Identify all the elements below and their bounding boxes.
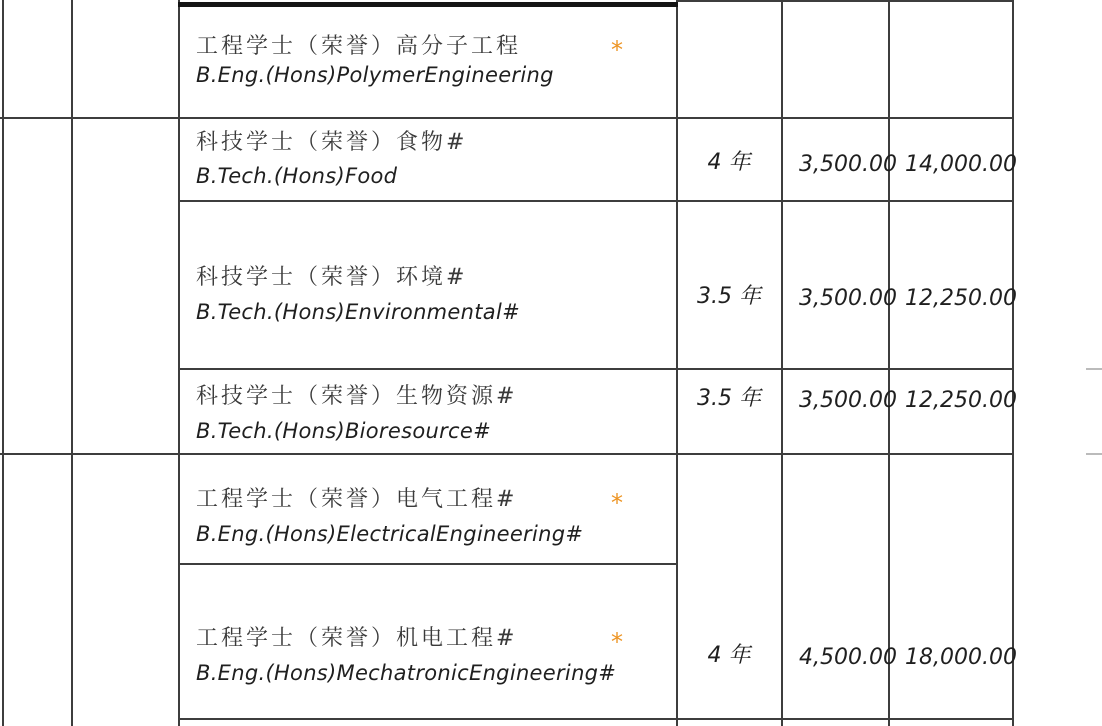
program-cn: 工程学士（荣誉）机电工程# [196, 626, 518, 651]
fee-amount-1: 4,500.00 [799, 645, 897, 670]
asterisk-marker: * [611, 628, 623, 656]
program-en: B.Eng.(Hons)ElectricalEngineering# [196, 522, 584, 546]
table-border-horizontal [178, 718, 1013, 720]
program-cn: 科技学士（荣誉）生物资源# [196, 384, 518, 409]
fee-amount-2: 14,000.00 [905, 152, 1017, 177]
fee-amount-2: 12,250.00 [905, 388, 1017, 413]
asterisk-marker: * [611, 36, 623, 64]
table-border-horizontal [1086, 368, 1102, 370]
program-cn: 科技学士（荣誉）环境# [196, 265, 468, 290]
table-border-vertical [2, 0, 4, 726]
table-border-horizontal [178, 368, 1013, 370]
program-cn: 工程学士（荣誉）电气工程# [196, 487, 518, 512]
program-en: B.Tech.(Hons)Food [196, 164, 398, 188]
table-border-horizontal [178, 200, 1013, 202]
duration-value: 3.5 年 [697, 386, 761, 411]
duration-value: 4 年 [707, 150, 751, 175]
fee-amount-2: 18,000.00 [905, 645, 1017, 670]
table-border-horizontal [0, 117, 1013, 119]
fee-amount-1: 3,500.00 [799, 286, 897, 311]
table-border-top-thick [178, 2, 678, 7]
table-border-vertical [71, 0, 73, 726]
program-en: B.Eng.(Hons)PolymerEngineering [196, 63, 554, 87]
program-en: B.Tech.(Hons)Environmental# [196, 300, 520, 324]
program-en: B.Tech.(Hons)Bioresource# [196, 419, 491, 443]
table-border-vertical [781, 0, 783, 726]
program-cn: 科技学士（荣誉）食物# [196, 130, 468, 155]
fee-amount-1: 3,500.00 [799, 152, 897, 177]
asterisk-marker: * [611, 489, 623, 517]
program-en: B.Eng.(Hons)MechatronicEngineering# [196, 661, 617, 685]
fee-amount-2: 12,250.00 [905, 286, 1017, 311]
fee-amount-1: 3,500.00 [799, 388, 897, 413]
duration-value: 3.5 年 [697, 284, 761, 309]
table-border-horizontal [0, 453, 1013, 455]
table-border-horizontal [1086, 453, 1102, 455]
table-border-vertical [1012, 0, 1014, 726]
table-border-horizontal [676, 0, 1012, 2]
program-cn: 工程学士（荣誉）高分子工程 [196, 34, 522, 59]
table-border-vertical [178, 0, 180, 726]
table-border-vertical [888, 0, 890, 726]
table-border-horizontal [178, 563, 678, 565]
duration-value: 4 年 [707, 643, 751, 668]
table-border-vertical [676, 0, 678, 726]
